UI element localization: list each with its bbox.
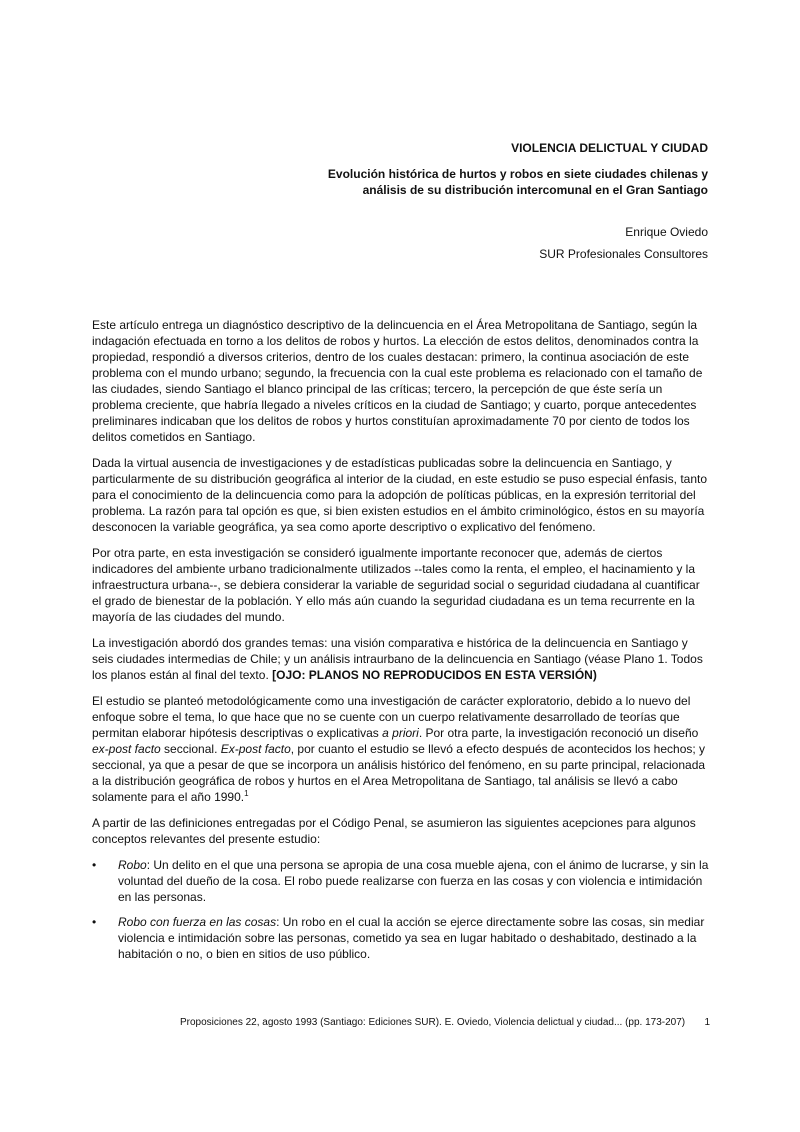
footnote-marker[interactable]: 1 bbox=[244, 789, 249, 798]
list-item-robo bbox=[92, 857, 710, 905]
paragraph-5-part-b: . Por otra parte, la investigación reconoció un diseño bbox=[418, 726, 699, 740]
paragraph-5-part-a: El estudio se planteó metodológicamente como una investigación de carácter exploratorio, debido a lo nuevo del enfoque sobre el tema, lo que hace que no se cuente con un cuerpo relativamente desarrollado de teorías que permitan elaborar hipótesis descriptivas o explicativas bbox=[92, 694, 691, 740]
paragraph-5-italic-2: ex-post facto bbox=[92, 742, 161, 756]
subtitle-line-1: Evolución histórica de hurtos y robos en siete ciudades chilenas y bbox=[327, 167, 708, 181]
paragraph-2: Dada la virtual ausencia de investigaciones y de estadísticas publicadas sobre la delincuencia en Santiago, y particularmente de su distribución geográfica al interior de la ciudad, en este estudio se puso especial énfasis, tanto para el conocimiento de la delincuencia como para la adopción de políticas públicas, en la expresión territorial del problema. La razón para tal opción es que, si bien existen estudios en el ámbito criminológico, éstos en su mayoría desconocen la variable geográfica, ya sea como aporte descriptivo o explicativo del fenómeno. bbox=[92, 456, 708, 534]
definition-term: Robo con fuerza en las cosas bbox=[118, 915, 277, 929]
author-name: Enrique Oviedo bbox=[625, 225, 708, 239]
paragraph-4 bbox=[92, 635, 710, 683]
paragraph-5-part-d: , por cuanto el estudio se llevó a efecto después de acontecidos los hechos; y seccional, ya que a pesar de que se incorpora un análisis histórico del fenómeno, en su parte principal, relacionada a la distribución geográfica de robos y hurtos en el Area Metropolitana de Santiago, tal análisis se llevó a cabo solamente para el año 1990. bbox=[92, 742, 706, 804]
bullet-icon: • bbox=[92, 915, 97, 929]
paragraph-4-note: [OJO: PLANOS NO REPRODUCIDOS EN ESTA VERSIÓN) bbox=[272, 668, 597, 682]
document-header bbox=[248, 140, 708, 262]
page-subtitle bbox=[248, 166, 708, 198]
article-body bbox=[92, 317, 710, 971]
page-title: VIOLENCIA DELICTUAL Y CIUDAD bbox=[511, 141, 708, 155]
paragraph-5-italic-3: Ex-post facto bbox=[220, 742, 291, 756]
paragraph-6: A partir de las definiciones entregadas por el Código Penal, se asumieron las siguientes acepciones para algunos conceptos relevantes del presente estudio: bbox=[92, 816, 696, 846]
footer-citation: Proposiciones 22, agosto 1993 (Santiago: Ediciones SUR). E. Oviedo, Violencia delictual y ciudad... (pp. 173-207) bbox=[180, 1017, 686, 1028]
bullet-icon: • bbox=[92, 858, 97, 872]
definitions-list bbox=[92, 857, 710, 962]
paragraph-5-italic-1: a priori bbox=[382, 726, 419, 740]
subtitle-line-2: análisis de su distribución intercomunal en el Gran Santiago bbox=[362, 183, 708, 197]
paragraph-3: Por otra parte, en esta investigación se consideró igualmente importante reconocer que, además de ciertos indicadores del ambiente urbano tradicionalmente utilizados --tales como la renta, el empleo, el hacinamiento y la infraestructura urbana--, se debiera considerar la variable de seguridad social o seguridad ciudadana al cuantificar el grado de bienestar de la población. Y ello más aún cuando la seguridad ciudadana es un tema recurrente en la mayoría de las ciudades del mundo. bbox=[92, 546, 700, 624]
author-organization: SUR Profesionales Consultores bbox=[539, 247, 708, 261]
page-number: 1 bbox=[704, 1017, 710, 1028]
definition-term: Robo bbox=[118, 858, 147, 872]
paragraph-5-part-c: seccional. bbox=[160, 742, 221, 756]
paragraph-4-text: La investigación abordó dos grandes temas: una visión comparativa e histórica de la delincuencia en Santiago y seis ciudades intermedias de Chile; y un análisis intraurbano de la delincuencia en Santiago (véase Plano 1. Todos los planos están al final del texto. bbox=[92, 636, 703, 682]
definition-text: : Un robo en el cual la acción se ejerce directamente sobre las cosas, sin mediar violencia e intimidación sobre las personas, cometido ya sea en lugar habitado o deshabitado, destinado a la habitación o no, o bien en sitios de uso público. bbox=[118, 915, 705, 961]
paragraph-5 bbox=[92, 693, 710, 805]
definition-text: : Un delito en el que una persona se apropia de una cosa mueble ajena, con el ánimo de lucrarse, y sin la voluntad del dueño de la cosa. El robo puede realizarse con fuerza en las cosas y con violencia e intimidación en las personas. bbox=[118, 858, 709, 904]
list-item-robo-fuerza bbox=[92, 914, 710, 962]
paragraph-1: Este artículo entrega un diagnóstico descriptivo de la delincuencia en el Área Metropolitana de Santiago, según la indagación efectuada en torno a los delitos de robos y hurtos. La elección de estos delitos, denominados contra la propiedad, respondió a diversos criterios, dentro de los cuales destacan: primero, la continua asociación de este problema con el mundo urbano; segundo, la frecuencia con la cual este problema es relacionado con el tamaño de las ciudades, siendo Santiago el blanco principal de las críticas; tercero, la percepción de que éste sería un problema creciente, que habría llegado a niveles críticos en la ciudad de Santiago; y cuarto, porque antecedentes preliminares indicaban que los delitos de robos y hurtos constituían aproximadamente 70 por ciento de todos los delitos cometidos en Santiago. bbox=[92, 318, 703, 444]
